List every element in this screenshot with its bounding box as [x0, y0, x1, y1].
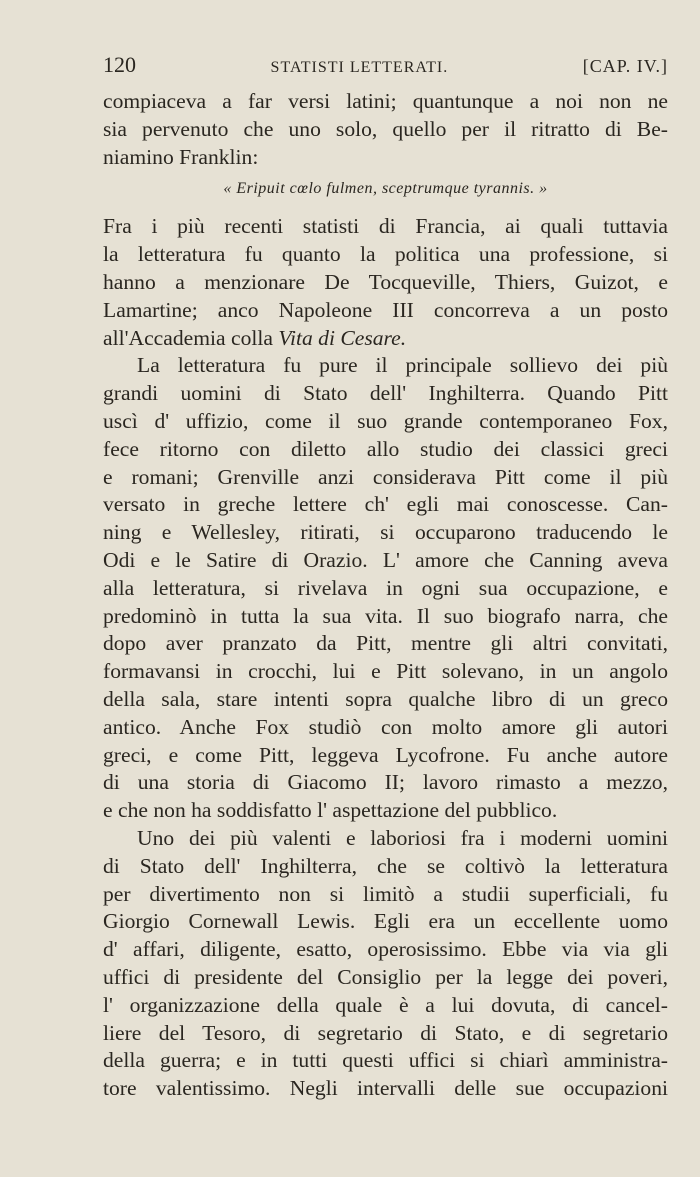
text-line: fece ritorno con diletto allo studio dei classici greci [103, 436, 668, 461]
text-line: per divertimento non si limitò a studii superficiali, fu [103, 881, 668, 906]
text-line: tore valentissimo. Negli intervalli delle sue occupazioni [103, 1076, 668, 1101]
paragraph-lewis [103, 825, 668, 1103]
text-line: versato in greche lettere ch' egli mai conoscesse. Can- [103, 492, 668, 517]
text-line: la letteratura fu quanto la politica una professione, si [103, 242, 668, 267]
text-line: uscì d' uffizio, come il suo grande contemporaneo Fox, [103, 408, 668, 433]
text-line: Lamartine; anco Napoleone III concorreva a un posto [103, 297, 668, 322]
text-line: compiaceva a far versi latini; quantunque a noi non ne [103, 89, 668, 113]
text-line: Odi e le Satire di Orazio. L' amore che Canning aveva [103, 547, 668, 572]
text-line: sia pervenuto che uno solo, quello per il ritratto di Be- [103, 116, 668, 141]
text-line: Uno dei più valenti e laboriosi fra i moderni uomini [137, 825, 668, 850]
text-line: ning e Wellesley, ritirati, si occuparono traducendo le [103, 520, 668, 545]
text-line: di una storia di Giacomo II; lavoro rimasto a mezzo, [103, 770, 668, 795]
text-line: di Stato dell' Inghilterra, che se coltivò la letteratura [103, 853, 668, 878]
text-line: della sala, stare intenti sopra qualche libro di un greco [103, 686, 668, 711]
text-line: all'Accademia colla Vita di Cesare. [103, 325, 407, 350]
text-line: e che non ha soddisfatto l' aspettazione del pubblico. [103, 798, 558, 823]
text-line: niamino Franklin: [103, 144, 259, 169]
chapter-label: [CAP. IV.] [582, 56, 668, 76]
text-line: formavansi in crocchi, lui e Pitt solevano, in un angolo [103, 659, 668, 684]
page-number: 120 [103, 52, 136, 77]
paragraph-continuation [103, 88, 668, 171]
text-line: d' affari, diligente, esatto, operosissimo. Ebbe via via gli [103, 937, 668, 962]
text-line: Fra i più recenti statisti di Francia, ai quali tuttavia [103, 214, 668, 239]
text-line: della guerra; e in tutti questi uffici si chiarì amministra- [103, 1048, 668, 1073]
running-title: STATISTI LETTERATI. [270, 59, 449, 76]
text-line: e romani; Grenville anzi considerava Pitt come il più [103, 464, 668, 489]
text-line: alla letteratura, si rivelava in ogni sua occupazione, e [103, 575, 668, 600]
latin-quote: « Eripuit cœlo fulmen, sceptrumque tyrannis. » [223, 180, 548, 198]
paragraph-france [103, 213, 668, 352]
text-line: Giorgio Cornewall Lewis. Egli era un eccellente uomo [103, 909, 668, 934]
text-line: l' organizzazione della quale è a lui dovuta, di cancel- [103, 992, 668, 1017]
text-line: antico. Anche Fox studiò con molto amore gli autori [103, 714, 668, 739]
paragraph-england [103, 352, 668, 825]
text-line: uffici di presidente del Consiglio per la legge dei poveri, [103, 964, 668, 989]
text-line: hanno a menzionare De Tocqueville, Thiers, Guizot, e [103, 269, 668, 294]
text-line: predominò in tutta la sua vita. Il suo biografo narra, che [103, 603, 668, 628]
running-header [103, 52, 668, 88]
text-line: greci, e come Pitt, leggeva Lycofrone. Fu anche autore [103, 742, 668, 767]
text-line: grandi uomini di Stato dell' Inghilterra. Quando Pitt [103, 381, 668, 406]
text-line: dopo aver pranzato da Pitt, mentre gli altri convitati, [103, 631, 668, 656]
book-title: Vita di Cesare. [278, 325, 407, 350]
text-line: La letteratura fu pure il principale sollievo dei più [137, 353, 668, 378]
text-line: liere del Tesoro, di segretario di Stato, e di segretario [103, 1020, 668, 1045]
book-page [103, 52, 668, 1103]
